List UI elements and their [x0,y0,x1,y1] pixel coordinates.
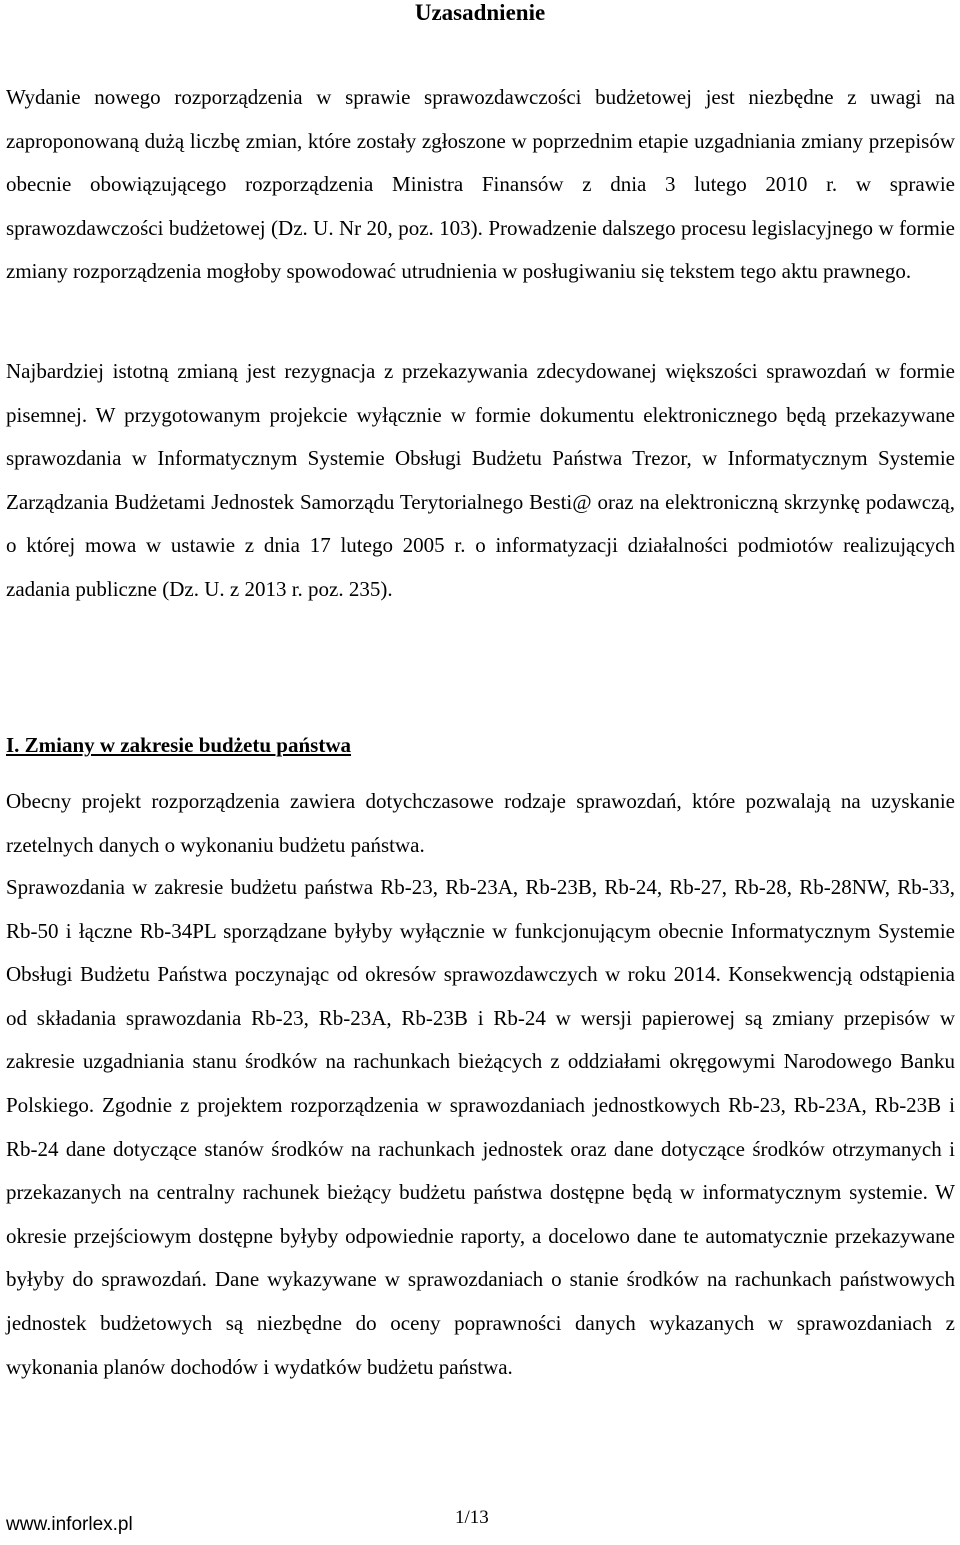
section-paragraph: Sprawozdania w zakresie budżetu państwa Rb-23, Rb-23A, Rb-23B, Rb-24, Rb-27, Rb-28, Rb-28NW, Rb-33, Rb-50 i łączne Rb-34PL sporządzane byłyby wyłącznie w funkcjonującym obecnie Informatycznym Systemie Obsługi Budżetu Państwa poczynając od okresów sprawozdawczych w roku 2014. Konsekwencją odstąpienia od składania sprawozdania Rb-23, Rb-23A, Rb-23B i Rb-24 w wersji papierowej są zmiany przepisów w zakresie uzgadniania stanu środków na rachunkach bieżących z oddziałami okręgowymi Narodowego Banku Polskiego. Zgodnie z projektem rozporządzenia w sprawozdaniach jednostkowych Rb-23, Rb-23A, Rb-23B i Rb-24 dane dotyczące stanów środków na rachunkach jednostek oraz dane dotyczące środków otrzymanych i przekazanych na centralny rachunek bieżący budżetu państwa dostępne będą w informatycznym systemie. W okresie przejściowym dostępne byłyby odpowiednie raporty, a docelowo dane te automatycznie przekazywane byłyby do sprawozdań. Dane wykazywane w sprawozdaniach o stanie środków na rachunkach państwowych jednostek budżetowych są niezbędne do oceny poprawności danych wykazanych w sprawozdaniach z wykonania planów dochodów i wydatków budżetu państwa. [6,875,955,1379]
page-number: 1/13 [455,1507,489,1528]
main-change-paragraph: Najbardziej istotną zmianą jest rezygnacja z przekazywania zdecydowanej większości sprawozdań w formie pisemnej. W przygotowanym projekcie wyłącznie w formie dokumentu elektronicznego będą przekazywane sprawozdania w Informatycznym Systemie Obsługi Budżetu Państwa Trezor, w Informatycznym Systemie Zarządzania Budżetami Jednostek Samorządu Terytorialnego Besti@ oraz na elektroniczną skrzynkę podawczą, o której mowa w ustawie z dnia 17 lutego 2005 r. o informatyzacji działalności podmiotów realizujących zadania publiczne (Dz. U. z 2013 r. poz. 235). [6,359,955,601]
page-title: Uzasadnienie [414,0,546,25]
footer-url: www.inforlex.pl [6,1514,133,1535]
section-paragraph: Obecny projekt rozporządzenia zawiera dotychczasowe rodzaje sprawozdań, które pozwalają na uzyskanie rzetelnych danych o wykonaniu budżetu państwa. [6,789,955,857]
section-heading: I. Zmiany w zakresie budżetu państwa [6,733,351,757]
intro-paragraph: Wydanie nowego rozporządzenia w sprawie sprawozdawczości budżetowej jest niezbędne z uwagi na zaproponowaną dużą liczbę zmian, które zostały zgłoszone w poprzednim etapie uzgadniania zmiany przepisów obecnie obowiązującego rozporządzenia Ministra Finansów z dnia 3 lutego 2010 r. w sprawie sprawozdawczości budżetowej (Dz. U. Nr 20, poz. 103). Prowadzenie dalszego procesu legislacyjnego w formie zmiany rozporządzenia mogłoby spowodować utrudnienia w posługiwaniu się tekstem tego aktu prawnego. [6,85,955,284]
